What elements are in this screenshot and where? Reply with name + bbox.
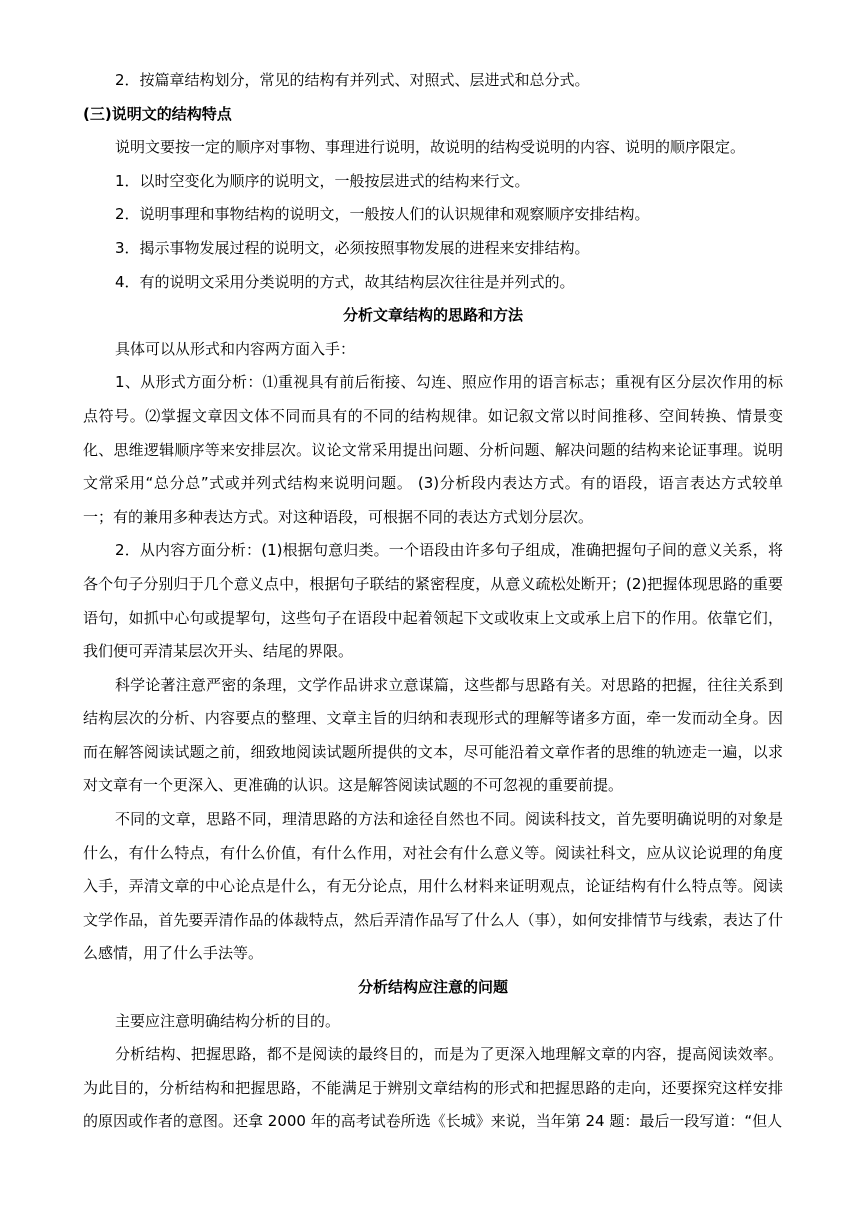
paragraph: 科学论著注意严密的条理，文学作品讲求立意谋篇，这些都与思路有关。对思路的把握，往往关系到结构层次的分析、内容要点的整理、文章主旨的归纳和表现形式的理解等诸多方面，牵一发而动全身。因而在解答阅读试题之前，细致地阅读试题所提供的文本，尽可能沿着文章作者的思维的轨迹走一遍，以求对文章有一个更深入、更准确的认识。这是解答阅读试题的不可忽视的重要前提。 [83, 675, 783, 795]
paragraph: 具体可以从形式和内容两方面入手： [115, 339, 356, 358]
paragraph: 3．揭示事物发展过程的说明文，必须按照事物发展的进程来安排结构。 [115, 238, 590, 257]
paragraph: 4．有的说明文采用分类说明的方式，故其结构层次往往是并列式的。 [115, 272, 575, 291]
section-title: 分析文章结构的思路和方法 [342, 306, 523, 325]
paragraph: 2．从内容方面分析：(1)根据句意归类。一个语段由许多句子组成，准确把握句子间的意义关系，将各个句子分别归于几个意义点中，根据句子联结的紧密程度，从意义疏松处断开；(2)把握体现思路的重要语句，如抓中心句或提挈句，这些句子在语段中起着领起下文或收束上文或承上启下的作用。依靠它们，我们便可弄清某层次开头、结尾的界限。 [83, 541, 783, 661]
paragraph: 说明文要按一定的顺序对事物、事理进行说明，故说明的结构受说明的内容、说明的顺序限定。 [115, 138, 746, 157]
section-heading: (三)说明文的结构特点 [83, 104, 232, 123]
paragraph: 不同的文章，思路不同，理清思路的方法和途径自然也不同。阅读科技文，首先要明确说明的对象是什么，有什么特点，有什么价值，有什么作用，对社会有什么意义等。阅读社科文，应从议论说理的角度入手，弄清文章的中心论点是什么，有无分论点，用什么材料来证明观点，论证结构有什么特点等。阅读文学作品，首先要弄清作品的体裁特点，然后弄清作品写了什么人（事），如何安排情节与线索，表达了什么感情，用了什么手法等。 [83, 810, 783, 963]
document-body [83, 64, 783, 1139]
section-title: 分析结构应注意的问题 [357, 978, 508, 997]
paragraph: 主要应注意明确结构分析的目的。 [115, 1011, 341, 1030]
paragraph: 2．说明事理和事物结构的说明文，一般按人们的认识规律和观察顺序安排结构。 [115, 205, 650, 224]
paragraph: 1、从形式方面分析：⑴重视具有前后衔接、勾连、照应作用的语言标志；重视有区分层次作用的标点符号。⑵掌握文章因文体不同而具有的不同的结构规律。如记叙文常以时间推移、空间转换、情景变化、思维逻辑顺序等来安排层次。议论文常采用提出问题、分析问题、解决问题的结构来论证事理。说明文常采用“总分总”式或并列式结构来说明问题。 (3)分析段内表达方式。有的语段，语言表达方式较单一；有的兼用多种表达方式。对这种语段，可根据不同的表达方式划分层次。 [83, 373, 783, 526]
paragraph: 1．以时空变化为顺序的说明文，一般按层进式的结构来行文。 [115, 171, 530, 190]
paragraph: 分析结构、把握思路，都不是阅读的最终目的，而是为了更深入地理解文章的内容，提高阅读效率。为此目的，分析结构和把握思路，不能满足于辨别文章结构的形式和把握思路的走向，还要探究这样安排的原因或作者的意图。还拿 2000 年的高考试卷所选《长城》来说，当年第 24 题：最后一段写道：“但人 [83, 1045, 783, 1131]
paragraph: 2．按篇章结构划分，常见的结构有并列式、对照式、层进式和总分式。 [115, 71, 590, 89]
